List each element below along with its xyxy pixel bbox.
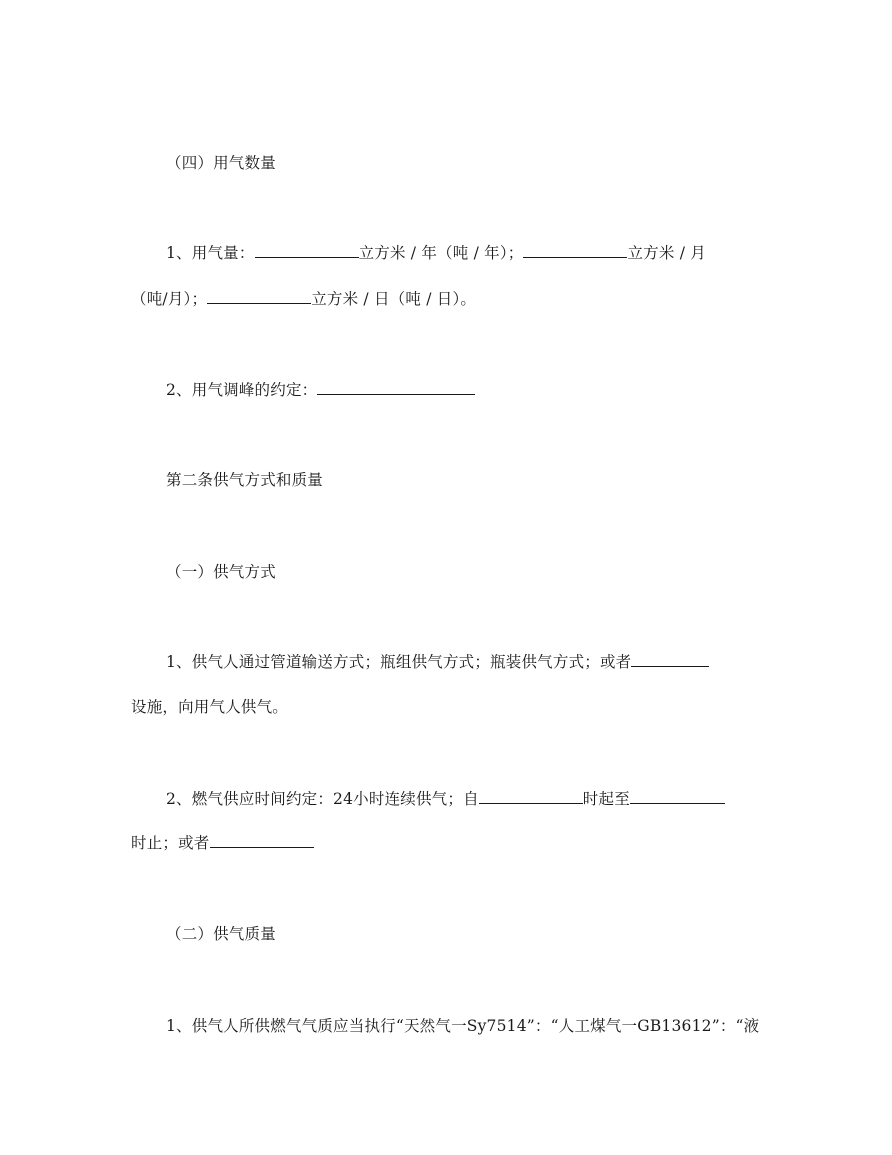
- section-heading-supply-quality: （二）供气质量: [166, 925, 276, 943]
- daily-unit-label: 立方米 / 日（吨 / 日）。: [311, 290, 477, 308]
- monthly-unit-continuation: （吨/月）；: [131, 290, 208, 308]
- peak-regulation-field[interactable]: [317, 380, 475, 395]
- supply-time-line-1: [166, 789, 725, 809]
- monthly-unit-label: 立方米 / 月: [627, 244, 706, 262]
- supply-quality-line-1: 1、供气人所供燃气气质应当执行“天然气一Sy7514”：“人工煤气一GB13612”：“液: [166, 1017, 760, 1035]
- usage-volume-label: 1、用气量：: [166, 244, 255, 262]
- end-time-field[interactable]: [630, 789, 725, 804]
- supply-method-line-2: 设施，向用气人供气。: [131, 698, 289, 716]
- other-facility-field[interactable]: [631, 652, 709, 667]
- usage-volume-line-1: [166, 243, 706, 263]
- peak-regulation-line: [166, 380, 475, 400]
- other-time-field[interactable]: [210, 833, 314, 848]
- section-heading-usage-quantity: （四）用气数量: [166, 154, 276, 172]
- time-to-label: 时起至: [582, 790, 630, 808]
- supply-method-line-1: [166, 652, 709, 672]
- supply-method-text: 1、供气人通过管道输送方式；瓶组供气方式；瓶装供气方式；或者: [166, 653, 632, 671]
- annual-unit-label: 立方米 / 年（吨 / 年）；: [358, 244, 524, 262]
- supply-time-text: 2、燃气供应时间约定：24小时连续供气；自: [166, 790, 479, 808]
- annual-volume-field[interactable]: [255, 243, 359, 258]
- supply-time-line-2: [131, 833, 314, 853]
- supply-time-end-text: 时止；或者: [131, 834, 210, 852]
- article-2-title: 第二条供气方式和质量: [166, 471, 324, 489]
- usage-volume-line-2: [131, 289, 476, 309]
- section-heading-supply-method: （一）供气方式: [166, 563, 276, 581]
- monthly-volume-field[interactable]: [523, 243, 627, 258]
- peak-regulation-label: 2、用气调峰的约定：: [166, 381, 318, 399]
- daily-volume-field[interactable]: [207, 289, 311, 304]
- start-time-field[interactable]: [479, 789, 583, 804]
